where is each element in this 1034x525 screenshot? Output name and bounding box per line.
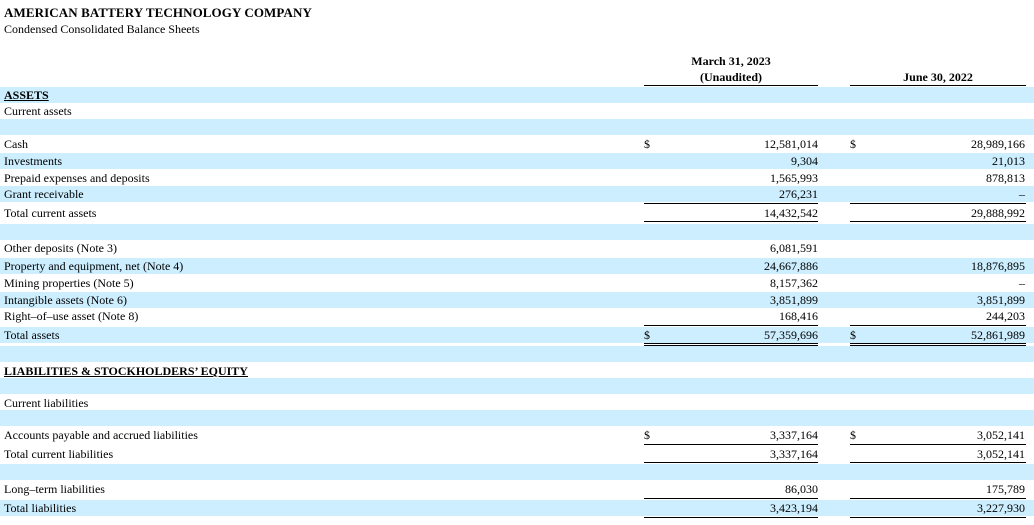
total-rule: [644, 517, 818, 518]
row-label: Total current liabilities: [4, 447, 114, 461]
total-rule: [850, 343, 1026, 344]
table-row: [0, 327, 1034, 343]
total-rule: [850, 498, 1026, 499]
table-row: [0, 481, 1034, 497]
row-label: Grant receivable: [4, 187, 84, 201]
dollar-sign: $: [850, 137, 856, 151]
value-march-2023: 86,030: [785, 482, 818, 496]
value-june-2022: 21,013: [992, 154, 1025, 168]
value-june-2022: 3,851,899: [977, 293, 1025, 307]
value-june-2022: 3,052,141: [977, 428, 1025, 442]
row-label: Total current assets: [4, 206, 97, 220]
total-rule: [850, 345, 1026, 346]
total-rule: [644, 203, 818, 204]
table-row: [0, 258, 1034, 274]
value-june-2022: 3,227,930: [977, 501, 1025, 515]
value-june-2022: 244,203: [986, 309, 1025, 323]
spacer-band: [0, 378, 1034, 394]
table-row: [0, 136, 1034, 152]
row-label: Mining properties (Note 5): [4, 276, 134, 290]
table-row: [0, 292, 1034, 308]
total-rule: [644, 444, 818, 445]
value-march-2023: 3,337,164: [770, 447, 818, 461]
value-march-2023: 1,565,993: [770, 171, 818, 185]
row-label: Cash: [4, 137, 28, 151]
value-june-2022: 52,861,989: [971, 328, 1025, 342]
dollar-sign: $: [644, 137, 650, 151]
value-june-2022: 3,052,141: [977, 447, 1025, 461]
value-march-2023: 57,359,696: [764, 328, 818, 342]
row-label: Other deposits (Note 3): [4, 241, 117, 255]
column-header-unaudited: (Unaudited): [699, 70, 762, 84]
value-march-2023: 12,581,014: [764, 137, 818, 151]
section-heading-assets: ASSETS: [4, 88, 49, 102]
value-june-2022: 878,813: [986, 171, 1025, 185]
table-row: [0, 275, 1034, 291]
company-name: AMERICAN BATTERY TECHNOLOGY COMPANY: [4, 5, 312, 20]
column-header-june-2022: June 30, 2022: [903, 70, 973, 84]
header-underline-2: [850, 85, 1026, 86]
column-header-date: March 31, 2023: [691, 54, 771, 68]
total-rule: [644, 462, 818, 463]
subsection-current-assets: Current assets: [4, 104, 72, 118]
value-june-2022: –: [1019, 187, 1025, 201]
column-header-march-2023: [644, 53, 818, 85]
table-row: [0, 170, 1034, 186]
value-june-2022: 29,888,992: [971, 206, 1025, 220]
total-rule: [850, 203, 1026, 204]
value-june-2022: 18,876,895: [971, 259, 1025, 273]
dollar-sign: $: [850, 428, 856, 442]
row-label: Total liabilities: [4, 501, 77, 515]
value-june-2022: 28,989,166: [971, 137, 1025, 151]
total-rule: [644, 345, 818, 346]
dollar-sign: $: [850, 328, 856, 342]
total-rule: [850, 325, 1026, 326]
total-rule: [850, 221, 1026, 222]
row-label: Accounts payable and accrued liabilities: [4, 428, 198, 442]
row-label: Investments: [4, 154, 62, 168]
value-march-2023: 14,432,542: [764, 206, 818, 220]
row-label: Right–of–use asset (Note 8): [4, 309, 139, 323]
row-label: Intangible assets (Note 6): [4, 293, 127, 307]
value-march-2023: 3,337,164: [770, 428, 818, 442]
total-rule: [850, 517, 1026, 518]
value-march-2023: 24,667,886: [764, 259, 818, 273]
value-march-2023: 3,423,194: [770, 501, 818, 515]
total-rule: [644, 343, 818, 344]
row-label: Total assets: [4, 328, 60, 342]
dollar-sign: $: [644, 428, 650, 442]
section-heading-liabilities: LIABILITIES & STOCKHOLDERS’ EQUITY: [4, 364, 248, 378]
spacer-band: [0, 224, 1034, 240]
table-row: [0, 427, 1034, 443]
table-row: [0, 205, 1034, 221]
value-march-2023: 168,416: [779, 309, 818, 323]
value-june-2022: –: [1019, 276, 1025, 290]
value-march-2023: 9,304: [791, 154, 818, 168]
total-rule: [644, 221, 818, 222]
total-rule: [850, 462, 1026, 463]
row-label: Prepaid expenses and deposits: [4, 171, 150, 185]
statement-title: Condensed Consolidated Balance Sheets: [4, 22, 200, 36]
table-row: [0, 446, 1034, 462]
table-row: [0, 308, 1034, 324]
subsection-current-liabilities: Current liabilities: [4, 396, 89, 410]
dollar-sign: $: [644, 328, 650, 342]
table-row: [0, 153, 1034, 169]
spacer-band: [0, 410, 1034, 426]
value-march-2023: 276,231: [779, 187, 818, 201]
section-heading-row: [0, 363, 1034, 379]
row-label: Property and equipment, net (Note 4): [4, 259, 184, 273]
spacer-band: [0, 119, 1034, 135]
value-march-2023: 8,157,362: [770, 276, 818, 290]
subsection-row: [0, 395, 1034, 411]
subsection-row: [0, 103, 1034, 119]
row-label: Long–term liabilities: [4, 482, 105, 496]
value-june-2022: 175,789: [986, 482, 1025, 496]
table-row: [0, 240, 1034, 256]
spacer-band: [0, 346, 1034, 362]
total-rule: [644, 325, 818, 326]
table-row: [0, 186, 1034, 202]
header-underline-1: [644, 85, 818, 86]
section-heading-row: [0, 87, 1034, 103]
total-rule: [850, 444, 1026, 445]
value-march-2023: 6,081,591: [770, 241, 818, 255]
value-march-2023: 3,851,899: [770, 293, 818, 307]
total-rule: [644, 498, 818, 499]
table-row: [0, 500, 1034, 516]
spacer-band: [0, 464, 1034, 480]
